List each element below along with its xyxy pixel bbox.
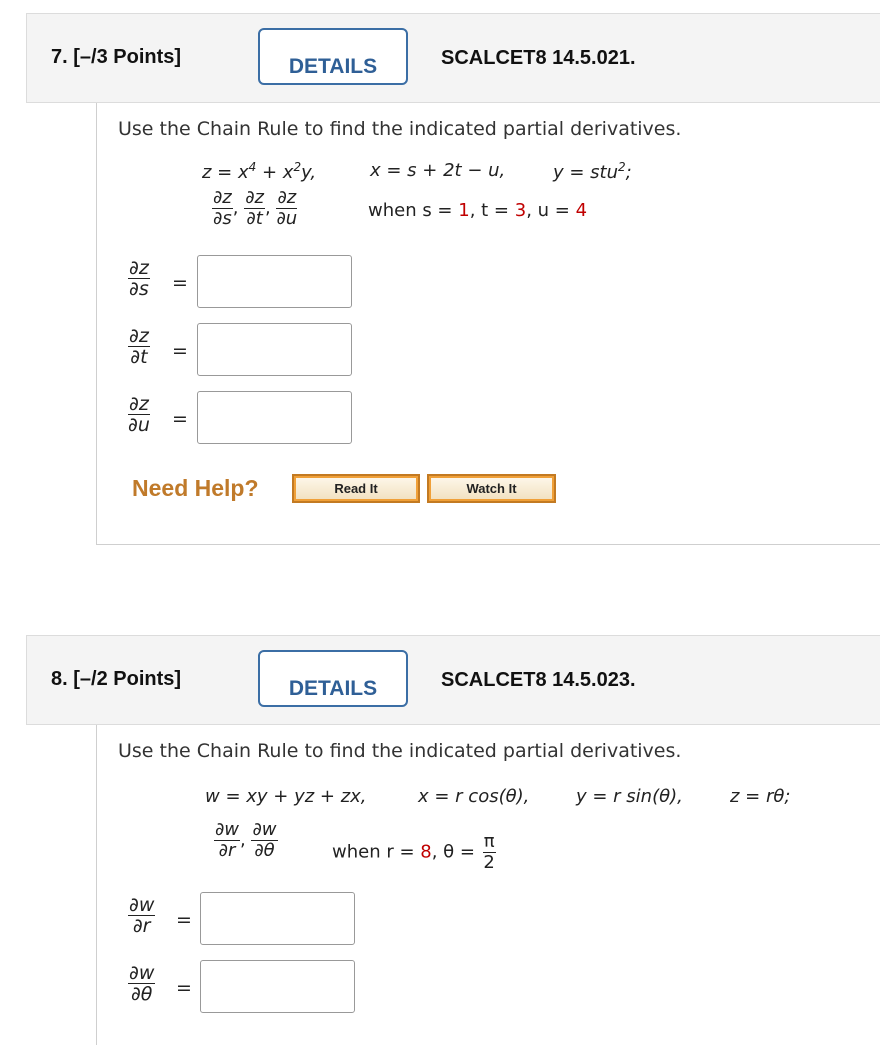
q8-answer-dwdtheta[interactable]: [200, 960, 355, 1013]
q7-label-dzdu: $\frac{\partial z}{\partial u}$: [128, 393, 150, 436]
q8-header: [26, 635, 880, 725]
q7-equals-1: =: [172, 272, 188, 294]
need-help-label: Need Help?: [132, 475, 259, 501]
q7-answer-dzdu[interactable]: [197, 391, 352, 444]
q7-answer-dzdt[interactable]: [197, 323, 352, 376]
q8-z-def: z = rθ;: [730, 786, 791, 807]
q7-target-derivatives: $\frac{\partial z}{\partial s}$ , $\frac{\partial z}{\partial t}$ , $\frac{\partial z}{\partial u}$: [213, 187, 298, 229]
q8-w-def: w = xy + yz + zx,: [205, 786, 367, 807]
q8-details-button[interactable]: DETAILS: [258, 650, 408, 707]
q7-instruction: Use the Chain Rule to find the indicated partial derivatives.: [118, 118, 682, 140]
q8-y-def: y = r sin(θ),: [576, 786, 683, 807]
q8-label-dwdtheta: $\frac{\partial w}{\partial\theta}$: [129, 962, 155, 1005]
q8-equals-1: =: [176, 909, 192, 931]
q7-z-def: $z = x^4 + x^2y$,: [202, 160, 317, 183]
q8-target-derivatives: $\frac{\partial w}{\partial r}$ , $\frac{\partial w}{\partial\theta}$: [215, 819, 277, 861]
q7-header: [26, 13, 880, 103]
q7-when: when s = 1, t = 3, u = 4: [368, 200, 588, 221]
q7-y-def: y = stu$^2$;: [553, 160, 632, 183]
q7-label-dzds: $\frac{\partial z}{\partial s}$: [129, 257, 149, 300]
q8-instruction: Use the Chain Rule to find the indicated partial derivatives.: [118, 740, 682, 762]
q7-number: 7. [–/3 Points]: [51, 46, 182, 68]
q7-x-def: x = s + 2t − u,: [370, 160, 506, 181]
read-it-button[interactable]: Read It: [292, 474, 420, 503]
q8-when: when r = 8, θ = $\frac{\pi}{2}$: [332, 831, 495, 873]
q8-code: SCALCET8 14.5.023.: [441, 669, 636, 691]
q8-answer-dwdr[interactable]: [200, 892, 355, 945]
q7-label-dzdt: $\frac{\partial z}{\partial t}$: [129, 325, 149, 368]
q7-details-button[interactable]: DETAILS: [258, 28, 408, 85]
q7-code: SCALCET8 14.5.021.: [441, 47, 636, 69]
q7-equals-3: =: [172, 408, 188, 430]
q8-label-dwdr: $\frac{\partial w}{\partial r}$: [129, 894, 155, 937]
q8-number: 8. [–/2 Points]: [51, 668, 182, 690]
watch-it-button[interactable]: Watch It: [427, 474, 556, 503]
q7-answer-dzds[interactable]: [197, 255, 352, 308]
q8-x-def: x = r cos(θ),: [418, 786, 530, 807]
q7-equals-2: =: [172, 340, 188, 362]
q8-equals-2: =: [176, 977, 192, 999]
